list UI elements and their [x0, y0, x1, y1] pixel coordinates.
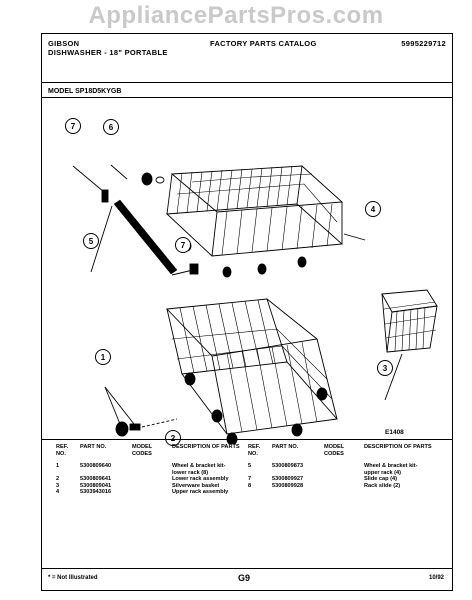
col-header-ref: REF. NO. — [56, 444, 69, 457]
col-header-part: PART NO. — [272, 444, 299, 450]
callout-label: 6 — [108, 123, 114, 132]
footer-divider — [42, 568, 452, 569]
col-header-codes: MODEL CODES — [324, 444, 345, 457]
table-row: 4 5303943016 Upper rack assembly — [56, 489, 229, 496]
table-row: 5 5300809873 Wheel & bracket kit- — [248, 463, 418, 469]
callout-label: 5 — [88, 237, 94, 246]
table-top-divider — [42, 439, 452, 440]
col-header-desc: DESCRIPTION OF PARTS — [364, 444, 432, 450]
col-header-codes: MODEL CODES — [132, 444, 153, 457]
table-row: lower rack (8) — [172, 469, 209, 476]
col-header-desc: DESCRIPTION OF PARTS — [172, 444, 240, 450]
product-subtitle: DISHWASHER - 18" PORTABLE — [48, 48, 168, 57]
watermark: AppliancePartsPros.com — [88, 2, 384, 29]
callout-label: 4 — [370, 205, 376, 214]
footnote: * = Not Illustrated — [48, 575, 98, 581]
table-row: 3 5300809041 Silverware basket — [56, 482, 220, 489]
table-row: upper rack (4) — [364, 469, 401, 476]
col-header-ref: REF. NO. — [248, 444, 261, 457]
revision-date: 10/92 — [428, 575, 444, 581]
callout-label: 2 — [170, 434, 176, 443]
col-header-part: PART NO. — [80, 444, 107, 450]
parts-table-left — [56, 444, 252, 496]
page-number: G9 — [238, 573, 251, 583]
brand-name: GIBSON — [48, 39, 80, 48]
table-row: 1 5300809640 Wheel & bracket kit- — [56, 463, 226, 469]
figure-id: E1408 — [385, 429, 404, 436]
callouts-layer — [42, 34, 452, 454]
catalog-title: FACTORY PARTS CATALOG — [210, 39, 317, 48]
callout-label: 1 — [100, 353, 106, 362]
callout-label: 3 — [382, 364, 388, 373]
parts-table-right — [248, 444, 444, 489]
callout-label: 7 — [180, 241, 186, 250]
table-row: 2 5300809641 Lower rack assembly — [56, 476, 229, 483]
parts-catalog-sheet — [41, 33, 453, 591]
model-label: MODEL SP18D5KYGB — [48, 88, 122, 95]
catalog-number: 5995229712 — [401, 39, 446, 48]
table-row: 7 5300809927 Slide cap (4) — [248, 476, 397, 483]
callout-label: 7 — [70, 122, 76, 131]
table-row: 8 5300809928 Rack slide (2) — [248, 482, 401, 489]
